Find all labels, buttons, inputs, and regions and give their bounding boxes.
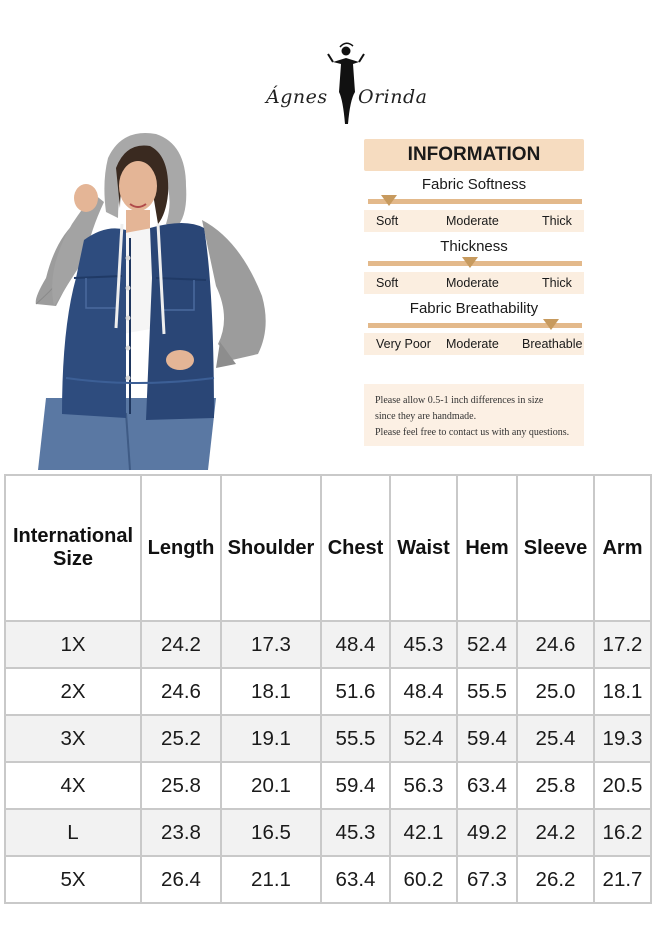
waist-cell: 56.3 <box>390 762 457 809</box>
option-breathable: Breathable <box>522 337 583 351</box>
sleeve-cell: 25.4 <box>517 715 594 762</box>
size-cell: 4X <box>5 762 141 809</box>
column-header-sleeve: Sleeve <box>517 475 594 621</box>
table-row <box>5 668 651 715</box>
arm-cell: 19.3 <box>594 715 651 762</box>
size-cell: 3X <box>5 715 141 762</box>
table-row <box>5 762 651 809</box>
arm-cell: 20.5 <box>594 762 651 809</box>
arm-cell: 21.7 <box>594 856 651 903</box>
length-cell: 26.4 <box>141 856 221 903</box>
hem-cell: 63.4 <box>457 762 517 809</box>
option-very-poor: Very Poor <box>376 337 431 351</box>
option-soft: Soft <box>376 214 399 228</box>
sleeve-cell: 24.2 <box>517 809 594 856</box>
arm-cell: 18.1 <box>594 668 651 715</box>
chest-cell: 55.5 <box>321 715 390 762</box>
column-header-chest: Chest <box>321 475 390 621</box>
sleeve-cell: 24.6 <box>517 621 594 668</box>
brand-name-first: Ágnes <box>266 86 328 108</box>
length-cell: 23.8 <box>141 809 221 856</box>
size-cell: L <box>5 809 141 856</box>
length-cell: 24.6 <box>141 668 221 715</box>
thickness-label: Thickness <box>440 238 508 255</box>
waist-cell: 45.3 <box>390 621 457 668</box>
size-chart-table <box>4 474 652 904</box>
thickness-marker <box>462 257 478 268</box>
note-line: Please allow 0.5-1 inch differences in size <box>375 395 544 406</box>
shoulder-cell: 18.1 <box>221 668 321 715</box>
column-header-arm: Arm <box>594 475 651 621</box>
option-thick: Thick <box>542 214 572 228</box>
shoulder-cell: 21.1 <box>221 856 321 903</box>
sleeve-cell: 26.2 <box>517 856 594 903</box>
length-cell: 25.8 <box>141 762 221 809</box>
fabric-softness-marker <box>381 195 397 206</box>
chest-cell: 45.3 <box>321 809 390 856</box>
waist-cell: 48.4 <box>390 668 457 715</box>
hem-cell: 49.2 <box>457 809 517 856</box>
brand-figure-icon <box>326 42 366 126</box>
hem-cell: 52.4 <box>457 621 517 668</box>
column-header-shoulder: Shoulder <box>221 475 321 621</box>
waist-cell: 42.1 <box>390 809 457 856</box>
hem-cell: 55.5 <box>457 668 517 715</box>
model-photo <box>26 128 278 470</box>
size-cell: 2X <box>5 668 141 715</box>
fabric-softness-scale <box>368 199 582 204</box>
size-cell: 1X <box>5 621 141 668</box>
fabric-softness-label: Fabric Softness <box>421 176 527 193</box>
table-row <box>5 715 651 762</box>
sleeve-cell: 25.8 <box>517 762 594 809</box>
shoulder-cell: 19.1 <box>221 715 321 762</box>
brand-name-last: Orinda <box>358 86 428 108</box>
option-moderate: Moderate <box>446 214 499 228</box>
column-header-length: Length <box>141 475 221 621</box>
fabric-breathability-options <box>364 333 584 355</box>
size-cell: 5X <box>5 856 141 903</box>
chest-cell: 59.4 <box>321 762 390 809</box>
fabric-breathability-marker <box>543 319 559 330</box>
note-line: Please feel free to contact us with any questions. <box>375 427 570 438</box>
shoulder-cell: 16.5 <box>221 809 321 856</box>
table-row <box>5 809 651 856</box>
shoulder-cell: 20.1 <box>221 762 321 809</box>
option-moderate: Moderate <box>446 276 499 290</box>
brand-logo <box>262 42 428 132</box>
fabric-breathability-label: Fabric Breathability <box>409 300 539 317</box>
table-row <box>5 621 651 668</box>
chest-cell: 48.4 <box>321 621 390 668</box>
chest-cell: 51.6 <box>321 668 390 715</box>
column-header-international-size: International Size <box>5 475 141 621</box>
hem-cell: 59.4 <box>457 715 517 762</box>
table-header-row <box>5 475 651 621</box>
table-row <box>5 856 651 903</box>
option-moderate: Moderate <box>446 337 499 351</box>
length-cell: 24.2 <box>141 621 221 668</box>
arm-cell: 16.2 <box>594 809 651 856</box>
information-header: INFORMATION <box>364 139 584 171</box>
column-header-hem: Hem <box>457 475 517 621</box>
column-header-waist: Waist <box>390 475 457 621</box>
note-line: since they are handmade. <box>375 411 477 422</box>
option-thick: Thick <box>542 276 572 290</box>
option-soft: Soft <box>376 276 399 290</box>
size-note <box>364 384 584 446</box>
thickness-options <box>364 272 584 294</box>
shoulder-cell: 17.3 <box>221 621 321 668</box>
arm-cell: 17.2 <box>594 621 651 668</box>
waist-cell: 52.4 <box>390 715 457 762</box>
waist-cell: 60.2 <box>390 856 457 903</box>
sleeve-cell: 25.0 <box>517 668 594 715</box>
fabric-softness-options <box>364 210 584 232</box>
hem-cell: 67.3 <box>457 856 517 903</box>
length-cell: 25.2 <box>141 715 221 762</box>
chest-cell: 63.4 <box>321 856 390 903</box>
